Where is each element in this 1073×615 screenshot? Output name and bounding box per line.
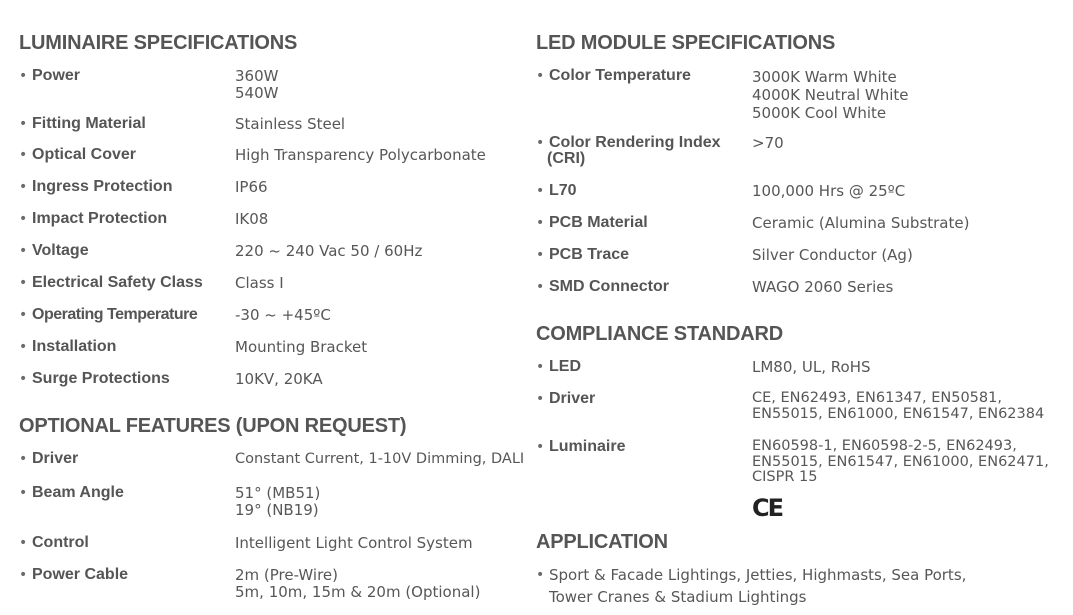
led-module-section <box>536 31 1066 296</box>
spec-value: Constant Current, 1-10V Dimming, DALI <box>235 451 525 467</box>
section-title: LUMINAIRE SPECIFICATIONS <box>19 32 298 54</box>
spec-label: L70 <box>549 182 577 199</box>
spec-value: IK08 <box>235 210 269 228</box>
bullet: • <box>536 391 545 407</box>
bullet: • <box>19 147 28 163</box>
bullet: • <box>19 307 28 323</box>
spec-label: Impact Protection <box>32 210 168 227</box>
spec-label: Fitting Material <box>32 115 146 132</box>
spec-label: Surge Protections <box>32 370 170 387</box>
spec-label: Optical Cover <box>32 146 137 163</box>
spec-value: EN60598-1, EN60598-2-5, EN62493, EN55015, EN61547, EN61000, EN62471, CISPR 15 <box>752 438 1049 485</box>
compliance-section <box>536 322 1066 522</box>
spec-value: 220 ~ 240 Vac 50 / 60Hz <box>235 242 423 260</box>
spec-value: LM80, UL, RoHS <box>752 358 871 376</box>
spec-label: Operating Temperature <box>32 306 198 323</box>
application-text-line: Tower Cranes & Stadium Lightings <box>549 588 807 606</box>
bullet: • <box>19 339 28 355</box>
spec-label: Installation <box>32 338 117 355</box>
bullet: • <box>536 279 545 295</box>
spec-value: 51° (MB51) 19° (NB19) <box>235 484 321 519</box>
bullet: • <box>19 243 28 259</box>
spec-label: Beam Angle <box>32 484 124 501</box>
spec-label: Driver <box>549 390 596 407</box>
section-title: APPLICATION <box>536 531 668 553</box>
spec-value: 3000K Warm White 4000K Neutral White 5000K Cool White <box>752 68 909 122</box>
bullet: • <box>536 215 545 231</box>
bullet: • <box>19 211 28 227</box>
spec-label: Ingress Protection <box>32 178 173 195</box>
bullet: • <box>19 567 28 583</box>
bullet: • <box>19 485 28 501</box>
bullet: • <box>536 68 545 84</box>
spec-label: Color Rendering Index (CRI) <box>547 134 721 167</box>
spec-label: Power <box>32 67 81 84</box>
optional-section <box>19 414 525 601</box>
spec-value: Mounting Bracket <box>235 338 368 356</box>
spec-label: Power Cable <box>32 566 129 583</box>
luminaire-section <box>19 31 519 388</box>
spec-value: IP66 <box>235 178 268 196</box>
spec-value: >70 <box>752 134 784 152</box>
bullet: • <box>536 247 545 263</box>
spec-value: Ceramic (Alumina Substrate) <box>752 214 970 232</box>
spec-value: CE, EN62493, EN61347, EN50581, EN55015, EN61000, EN61547, EN62384 <box>752 390 1045 422</box>
application-section <box>536 530 1066 606</box>
ce-mark-icon: CE <box>752 494 783 522</box>
bullet: • <box>19 451 28 467</box>
bullet: • <box>536 183 545 199</box>
section-title: OPTIONAL FEATURES (UPON REQUEST) <box>19 415 407 437</box>
spec-label: Voltage <box>32 242 89 259</box>
bullet: • <box>536 359 545 375</box>
application-text-line: Sport & Facade Lightings, Jetties, Highmasts, Sea Ports, <box>549 566 967 584</box>
spec-label: PCB Material <box>549 214 648 231</box>
bullet: • <box>536 439 545 455</box>
spec-value: -30 ~ +45ºC <box>235 306 331 324</box>
spec-value: Class I <box>235 274 284 292</box>
bullet: • <box>19 275 28 291</box>
spec-label: Electrical Safety Class <box>32 274 203 291</box>
spec-value: 100,000 Hrs @ 25ºC <box>752 182 906 200</box>
spec-label: PCB Trace <box>549 246 630 263</box>
spec-label: Driver <box>32 450 79 467</box>
section-title: LED MODULE SPECIFICATIONS <box>536 32 836 54</box>
bullet: • <box>536 135 545 151</box>
spec-label: SMD Connector <box>549 278 669 295</box>
bullet: • <box>19 116 28 132</box>
spec-value: Silver Conductor (Ag) <box>752 246 913 264</box>
bullet: • <box>19 68 28 84</box>
spec-value: 10KV, 20KA <box>235 370 323 388</box>
spec-label: Control <box>32 534 89 551</box>
spec-value: WAGO 2060 Series <box>752 278 894 296</box>
section-title: COMPLIANCE STANDARD <box>536 323 783 345</box>
bullet: • <box>19 535 28 551</box>
bullet: • <box>19 371 28 387</box>
spec-value: Stainless Steel <box>235 115 346 133</box>
bullet: • <box>19 179 28 195</box>
spec-value: High Transparency Polycarbonate <box>235 146 486 164</box>
spec-label: Luminaire <box>549 438 626 455</box>
spec-value: 360W 540W <box>235 67 279 102</box>
spec-label: Color Temperature <box>549 67 691 84</box>
bullet: • <box>536 567 545 583</box>
spec-label: LED <box>549 358 581 375</box>
spec-value: Intelligent Light Control System <box>235 534 473 552</box>
spec-value: 2m (Pre-Wire) 5m, 10m, 15m & 20m (Optional) <box>235 566 481 601</box>
